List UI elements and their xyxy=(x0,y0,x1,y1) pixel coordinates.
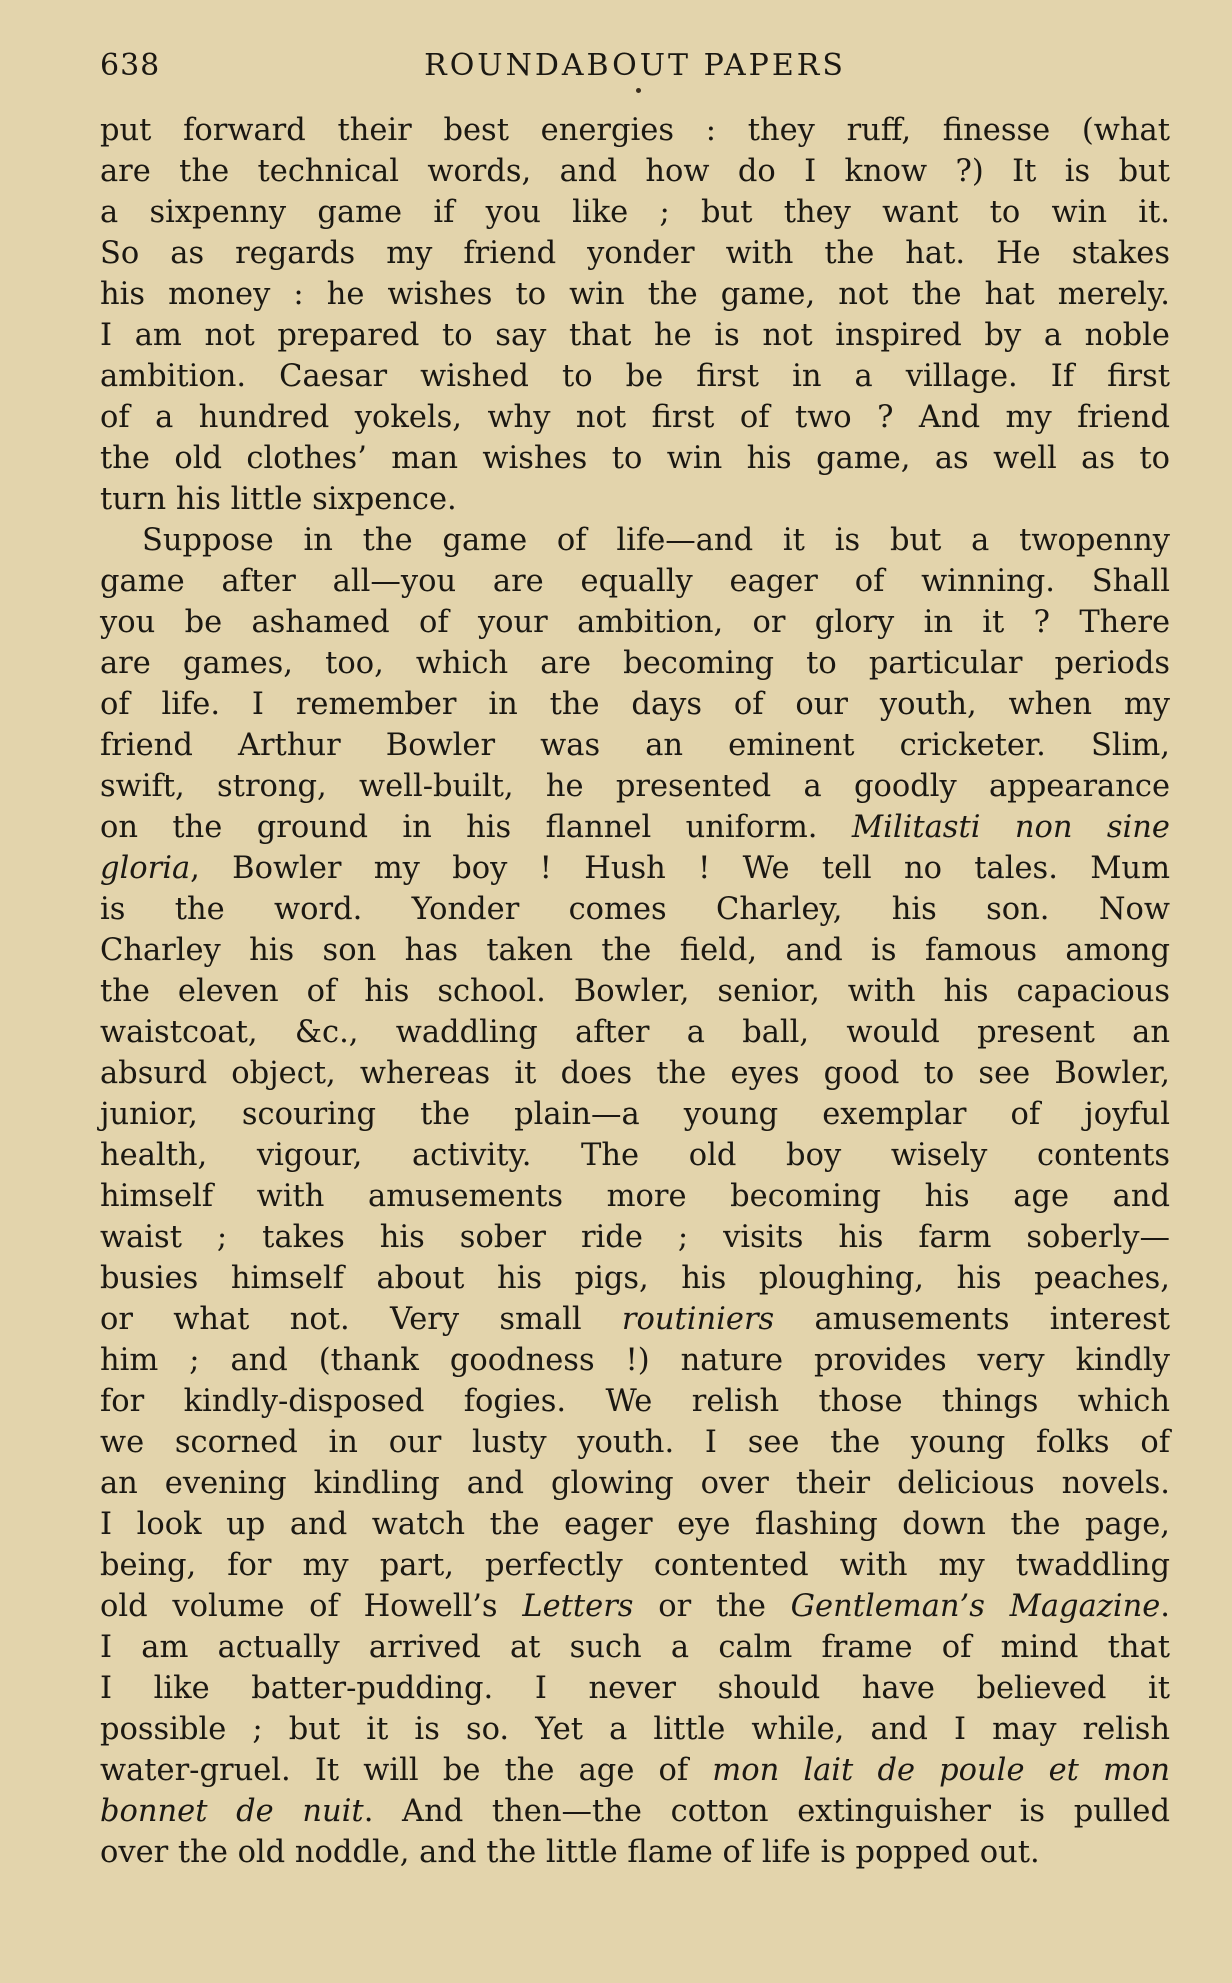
text-line xyxy=(100,1668,1170,1709)
italic-text: Letters xyxy=(522,1589,634,1624)
text-line xyxy=(100,1791,1170,1832)
text-line xyxy=(100,1299,1170,1340)
text-run: the eleven of his school. Bowler, senior, with his capacious xyxy=(100,974,1170,1009)
text-line xyxy=(100,1709,1170,1750)
text-line xyxy=(100,889,1170,930)
text-line xyxy=(100,315,1170,356)
text-run: his money : he wishes to win the game, not the hat merely. xyxy=(100,277,1170,312)
text-line xyxy=(100,1258,1170,1299)
italic-text: bonnet de nuit xyxy=(100,1794,364,1829)
text-run: game after all—you are equally eager of winning. Shall xyxy=(100,564,1170,599)
text-line xyxy=(100,807,1170,848)
italic-text: routiniers xyxy=(621,1302,775,1337)
text-line xyxy=(100,151,1170,192)
text-run: on the ground in his flannel uniform. xyxy=(100,810,852,845)
text-line xyxy=(100,1463,1170,1504)
text-line xyxy=(100,356,1170,397)
text-run: put forward their best energies : they ruff, finesse (what xyxy=(100,113,1170,148)
text-run: of a hundred yokels, why not first of two ? And my friend xyxy=(100,400,1170,435)
text-line xyxy=(100,1750,1170,1791)
running-head: ROUNDABOUT PAPERS xyxy=(424,48,846,83)
text-run: waist ; takes his sober ride ; visits his farm soberly— xyxy=(100,1220,1170,1255)
italic-text: Militasti non sine xyxy=(851,810,1170,845)
italic-text: gloria xyxy=(100,851,191,886)
text-run: Charley his son has taken the field, and is famous among xyxy=(100,933,1170,968)
text-line xyxy=(100,1381,1170,1422)
text-line xyxy=(100,233,1170,274)
text-run: are games, too, which are becoming to particular periods xyxy=(100,646,1170,681)
text-line xyxy=(100,602,1170,643)
italic-text: Gentleman’s Magazine xyxy=(790,1589,1161,1624)
text-run: you be ashamed of your ambition, or glory in it ? There xyxy=(100,605,1170,640)
text-run: turn his little sixpence. xyxy=(100,482,457,517)
text-run: the old clothes’ man wishes to win his game, as well as to xyxy=(100,441,1170,476)
text-run: Suppose in the game of life—and it is but a twopenny xyxy=(142,523,1170,558)
text-run: health, vigour, activity. The old boy wisely contents xyxy=(100,1138,1170,1173)
text-line xyxy=(100,1504,1170,1545)
text-run: over the old noddle, and the little flame of life is popped out. xyxy=(100,1835,1040,1870)
text-run: old volume of Howell’s xyxy=(100,1589,523,1624)
text-line xyxy=(100,848,1170,889)
text-run: are the technical words, and how do I know ?) It is but xyxy=(100,154,1170,189)
text-run: So as regards my friend yonder with the hat. He stakes xyxy=(100,236,1170,271)
text-line xyxy=(100,1135,1170,1176)
text-run: water-gruel. It will be the age of xyxy=(100,1753,713,1788)
text-run: of life. I remember in the days of our youth, when my xyxy=(100,687,1170,722)
text-line xyxy=(100,1217,1170,1258)
text-line xyxy=(100,1340,1170,1381)
text-line xyxy=(100,725,1170,766)
text-line xyxy=(100,1545,1170,1586)
text-line xyxy=(100,1586,1170,1627)
text-run: waistcoat, &c., waddling after a ball, would present an xyxy=(100,1015,1170,1050)
text-line xyxy=(100,930,1170,971)
text-run: I am actually arrived at such a calm frame of mind that xyxy=(100,1630,1170,1665)
text-run: ambition. Caesar wished to be first in a village. If first xyxy=(100,359,1170,394)
text-line xyxy=(100,684,1170,725)
text-line xyxy=(100,1832,1170,1873)
text-line xyxy=(100,1012,1170,1053)
text-run: swift, strong, well-built, he presented a goodly appearance xyxy=(100,769,1170,804)
text-line xyxy=(100,643,1170,684)
text-line xyxy=(100,1094,1170,1135)
text-run: is the word. Yonder comes Charley, his son. Now xyxy=(100,892,1170,927)
text-line xyxy=(100,397,1170,438)
text-line xyxy=(100,520,1170,561)
ornament-dot xyxy=(636,88,641,93)
text-run: . And then—the cotton extinguisher is pulled xyxy=(363,1794,1170,1829)
text-run: possible ; but it is so. Yet a little while, and I may relish xyxy=(100,1712,1170,1747)
body-text xyxy=(100,110,1170,1873)
text-run: or the xyxy=(633,1589,791,1624)
text-run: , Bowler my boy ! Hush ! We tell no tales. Mum xyxy=(190,851,1170,886)
text-line xyxy=(100,192,1170,233)
text-line xyxy=(100,766,1170,807)
text-run: busies himself about his pigs, his ploughing, his peaches, xyxy=(100,1261,1170,1296)
text-run: an evening kindling and glowing over their delicious novels. xyxy=(100,1466,1170,1501)
text-line xyxy=(100,971,1170,1012)
text-run: amusements interest xyxy=(774,1302,1171,1337)
text-run: . xyxy=(1160,1589,1170,1624)
text-line xyxy=(100,1176,1170,1217)
text-line xyxy=(100,274,1170,315)
text-line xyxy=(100,1627,1170,1668)
text-line xyxy=(100,438,1170,479)
text-run: a sixpenny game if you like ; but they want to win it. xyxy=(100,195,1170,230)
text-line xyxy=(100,1422,1170,1463)
page-header xyxy=(100,40,1170,90)
text-line xyxy=(100,1053,1170,1094)
text-run: I am not prepared to say that he is not inspired by a noble xyxy=(100,318,1170,353)
page-number: 638 xyxy=(100,48,161,83)
text-run: or what not. Very small xyxy=(100,1302,622,1337)
text-run: friend Arthur Bowler was an eminent cricketer. Slim, xyxy=(100,728,1170,763)
text-run: himself with amusements more becoming his age and xyxy=(100,1179,1170,1214)
text-run: I look up and watch the eager eye flashing down the page, xyxy=(100,1507,1170,1542)
text-run: absurd object, whereas it does the eyes good to see Bowler, xyxy=(100,1056,1170,1091)
text-run: junior, scouring the plain—a young exemplar of joyful xyxy=(100,1097,1170,1132)
text-run: being, for my part, perfectly contented with my twaddling xyxy=(100,1548,1170,1583)
text-run: we scorned in our lusty youth. I see the young folks of xyxy=(100,1425,1170,1460)
italic-text: mon lait de poule et mon xyxy=(712,1753,1170,1788)
text-run: him ; and (thank goodness !) nature provides very kindly xyxy=(100,1343,1170,1378)
text-line xyxy=(100,479,1170,520)
text-line xyxy=(100,110,1170,151)
text-run: I like batter-pudding. I never should have believed it xyxy=(100,1671,1170,1706)
text-run: for kindly-disposed fogies. We relish those things which xyxy=(100,1384,1170,1419)
text-line xyxy=(100,561,1170,602)
